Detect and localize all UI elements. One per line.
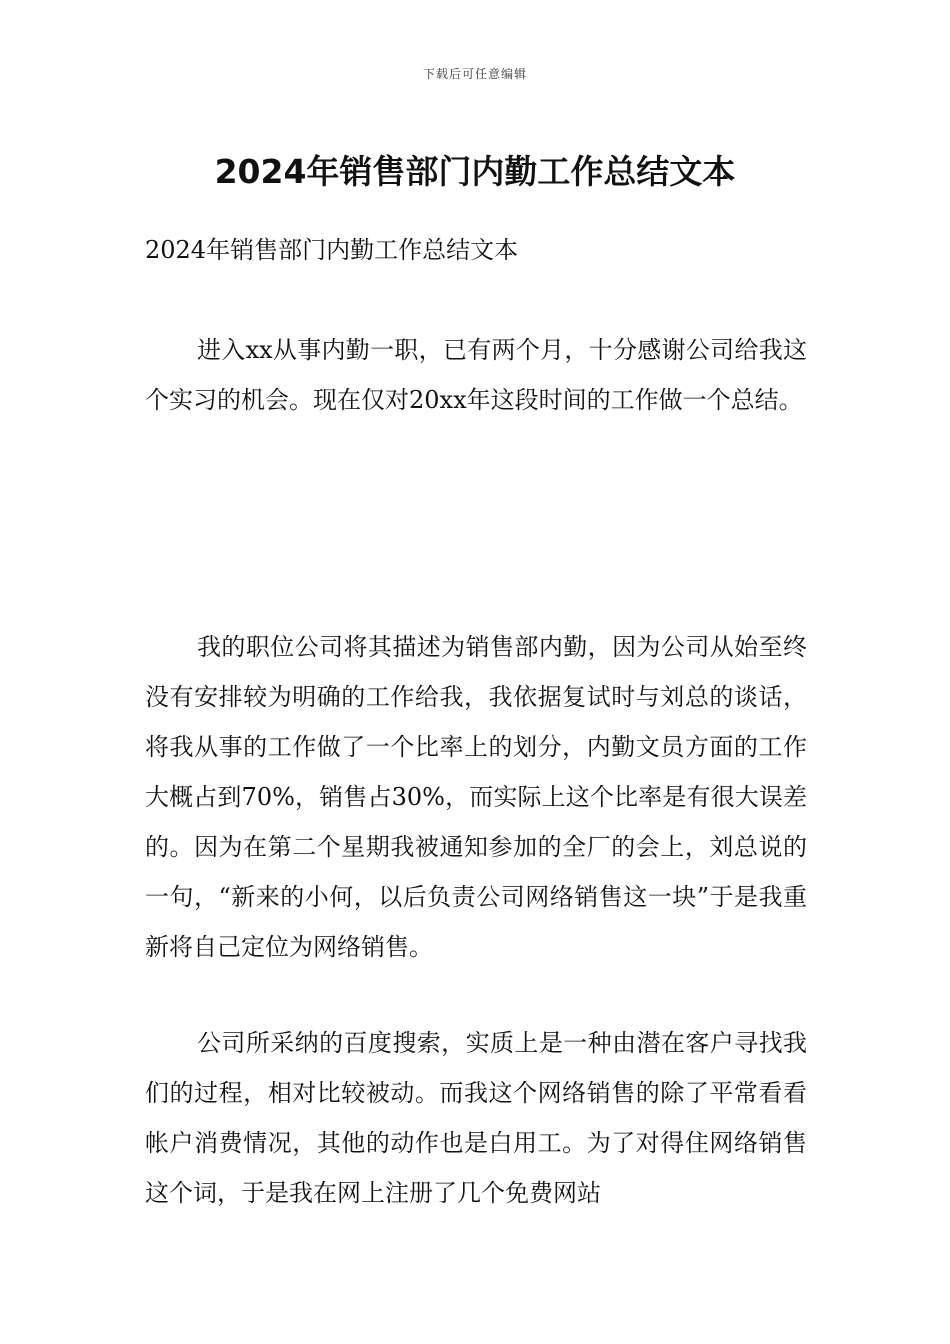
paragraph-3: 公司所采纳的百度搜索，实质上是一种由潜在客户寻找我们的过程，相对比较被动。而我这个网络销售的除了平常看看帐户消费情况，其他的动作也是白用工。为了对得住网络销售这个词，于是我在网上注册了几个免费网站	[145, 1029, 807, 1207]
paragraph-1: 进入xx从事内勤一职，已有两个月，十分感谢公司给我这个实习的机会。现在仅对20xx年这段时间的工作做一个总结。	[145, 336, 807, 414]
header-note: 下载后可任意编辑	[422, 67, 527, 81]
document-title: 2024年销售部门内勤工作总结文本	[214, 152, 736, 192]
document-subtitle: 2024年销售部门内勤工作总结文本	[145, 236, 519, 264]
paragraph-2: 我的职位公司将其描述为销售部内勤，因为公司从始至终没有安排较为明确的工作给我，我依据复试时与刘总的谈话，将我从事的工作做了一个比率上的划分，内勤文员方面的工作大概占到70%，销售占30%，而实际上这个比率是有很大误差的。因为在第二个星期我被通知参加的全厂的会上，刘总说的一句，“新来的小何，以后负责公司网络销售这一块”于是我重新将自己定位为网络销售。	[145, 633, 807, 961]
